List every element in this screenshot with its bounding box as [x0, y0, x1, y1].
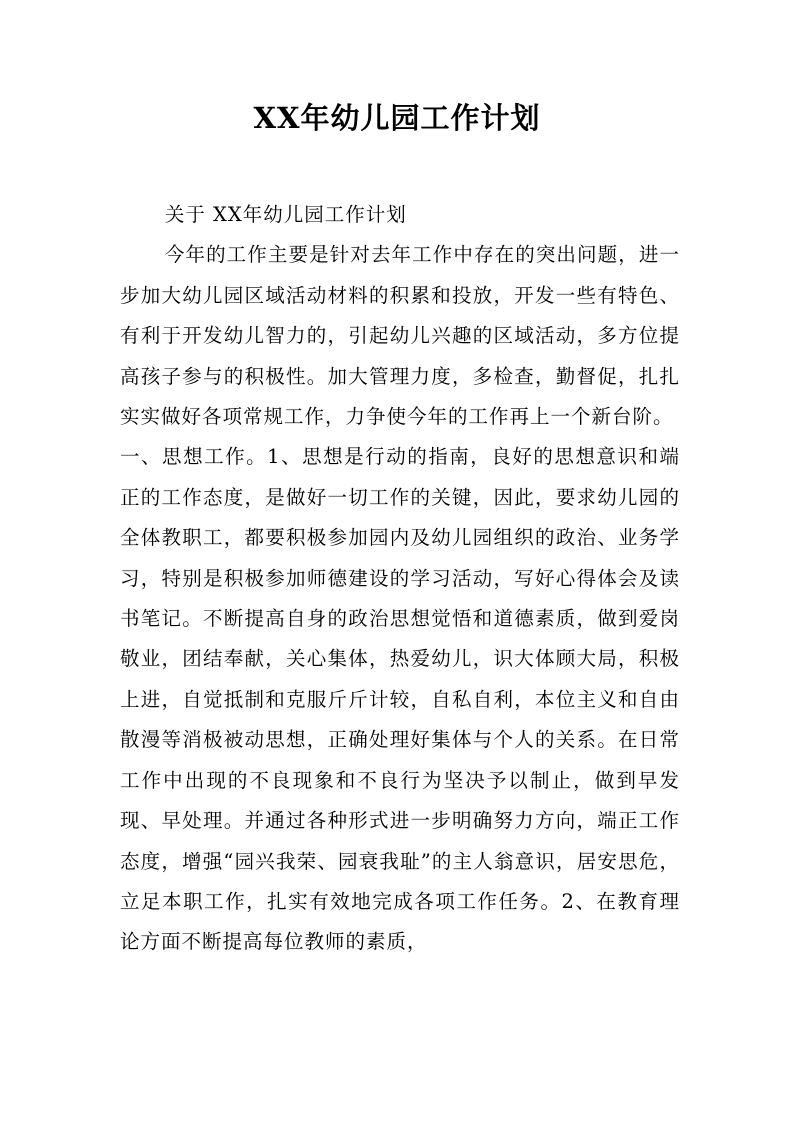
document-body — [120, 195, 680, 963]
document-title: XX年幼儿园工作计划 — [253, 101, 541, 135]
subtitle-paragraph: 关于 XX年幼儿园工作计划 — [164, 203, 407, 226]
section-one-paragraph: 一、思想工作。1、思想是行动的指南，良好的思想意识和端正的工作态度，是做好一切工作的关键，因此，要求幼儿园的全体教职工，都要积极参加园内及幼儿园组织的政治、业务学习，特别是积极参加师德建设的学习活动，写好心得体会及读书笔记。不断提高自身的政治思想觉悟和道德素质，做到爱岗敬业，团结奉献，关心集体，热爱幼儿，识大体顾大局，积极上进，自觉抵制和克服斤斤计较，自私自利，本位主义和自由散漫等消极被动思想，正确处理好集体与个人的关系。在日常工作中出现的不良现象和不良行为坚决予以制止，做到早发现、早处理。并通过各种形式进一步明确努力方向，端正工作态度，增强“园兴我荣、园衰我耻”的主人翁意识，居安思危，立足本职工作，扎实有效地完成各项工作任务。2、在教育理论方面不断提高每位教师的素质， — [120, 445, 680, 954]
intro-paragraph: 今年的工作主要是针对去年工作中存在的突出问题，进一步加大幼儿园区域活动材料的积累和投放，开发一些有特色、有利于开发幼儿智力的，引起幼儿兴趣的区域活动，多方位提高孩子参与的积极性。加大管理力度，多检查，勤督促，扎扎实实做好各项常规工作，力争使今年的工作再上一个新台阶。 — [120, 243, 680, 429]
